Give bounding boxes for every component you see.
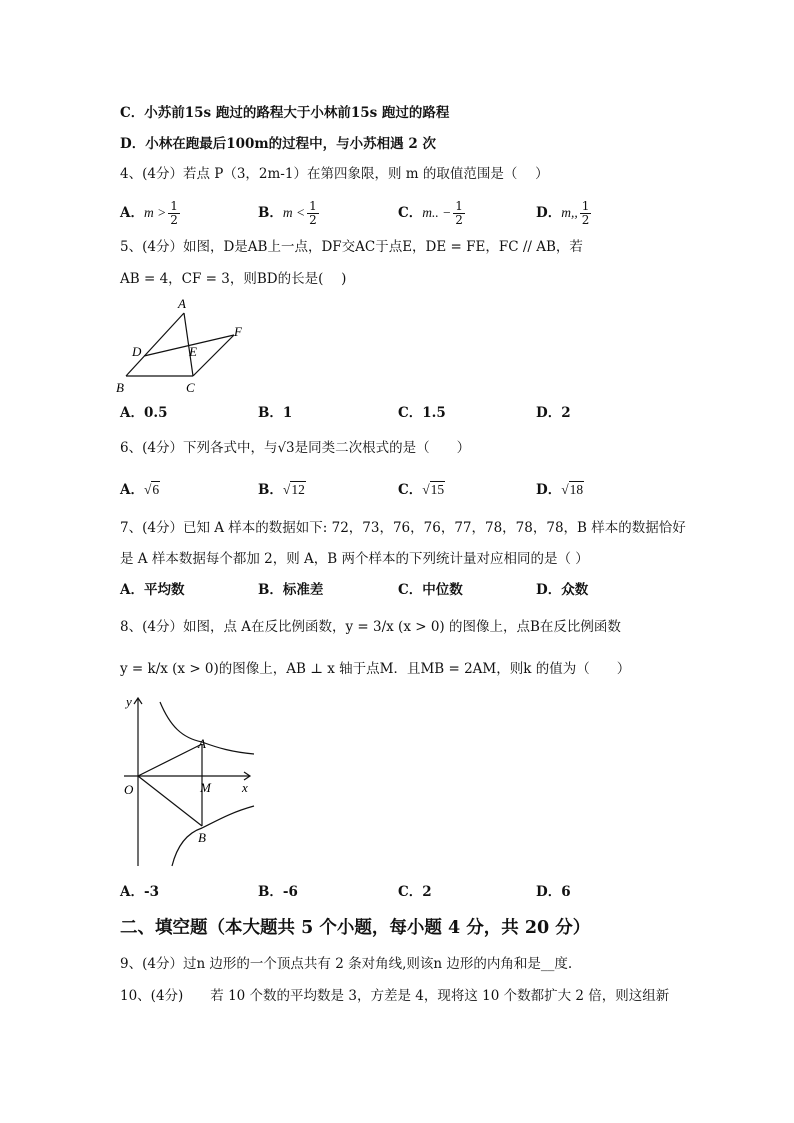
q8-option-b: B．-6 [258,884,298,900]
q8-option-a: A．-3 [120,884,159,900]
fig8-label-y: y [126,694,132,709]
question-5-line-2: AB = 4，CF = 3，则BD的长是( ) [120,271,347,287]
section-2-heading: 二、填空题（本大题共 5 个小题，每小题 4 分，共 20 分） [120,918,591,938]
q7-option-b: B．标准差 [258,582,324,598]
q6-option-d: D．√18 [536,482,584,498]
q5-option-b: B．1 [258,405,293,421]
q3-option-d: D．小林在跑最后100m的过程中，与小苏相遇 2 次 [120,136,436,152]
q8-option-d: D．6 [536,884,571,900]
fig5-label-e: E [189,344,197,359]
question-7-line-1: 7、(4分）已知 A 样本的数据如下: 72，73，76，76，77，78，78，78，B 样本的数据恰好 [120,520,686,536]
q6-option-a: A．√6 [120,482,160,498]
q4-option-c: C．m.. − $\frac{1}{2}$ [398,199,463,227]
question-8-line-2: y = k/x (x > 0)的图像上，AB ⊥ x 轴于点M．且MB = 2AM，则k 的值为（ ） [120,661,631,677]
question-10: 10、(4分) 若 10 个数的平均数是 3，方差是 4，现将这 10 个数都扩大 2 倍，则这组新 [120,988,670,1004]
q6-option-b: B．√12 [258,482,305,498]
fig8-label-o: O [124,782,134,797]
q7-option-d: D．众数 [536,582,589,598]
fig5-label-b: B [116,380,124,395]
question-4: 4、(4分）若点 P（3，2m-1）在第四象限，则 m 的取值范围是（ ） [120,166,549,182]
q4-option-d: D．m,, $\frac{1}{2}$ [536,199,590,227]
question-7-line-2: 是 A 样本数据每个都加 2，则 A，B 两个样本的下列统计量对应相同的是（ ） [120,551,589,567]
q5-option-a: A．0.5 [120,405,168,421]
q6-option-c: C．√15 [398,482,445,498]
q7-option-a: A．平均数 [120,582,185,598]
question-9: 9、(4分）过n 边形的一个顶点共有 2 条对角线,则该n 边形的内角和是__度. [120,956,573,972]
q3-option-c: C．小苏前15s 跑过的路程大于小林前15s 跑过的路程 [120,105,450,121]
q4-option-b: B．m < $\frac{1}{2}$ [258,199,317,227]
question-8-line-1: 8、(4分）如图，点 A在反比例函数，y = 3/x (x > 0) 的图像上，点B在反比例函数 [120,619,621,635]
question-6: 6、(4分）下列各式中，与√3是同类二次根式的是（ ） [120,440,471,456]
fig8-label-b: B [198,830,206,845]
q5-option-c: C．1.5 [398,405,446,421]
fig5-label-d: D [132,344,142,359]
fig8-label-a: A [198,736,206,751]
fig8-label-m: M [200,780,211,795]
fig8-label-x: x [242,780,248,795]
q5-triangle-figure [112,296,262,396]
question-5-line-1: 5、(4分）如图，D是AB上一点，DF交AC于点E，DE = FE，FC // AB，若 [120,239,583,255]
q8-option-c: C．2 [398,884,432,900]
q5-option-d: D．2 [536,405,571,421]
q8-graph-figure [114,690,264,870]
fig5-label-c: C [186,380,195,395]
q7-option-c: C．中位数 [398,582,463,598]
fig5-label-a: A [178,296,186,311]
fig5-label-f: F [234,324,242,339]
q4-option-a: A．m > $\frac{1}{2}$ [120,199,178,227]
